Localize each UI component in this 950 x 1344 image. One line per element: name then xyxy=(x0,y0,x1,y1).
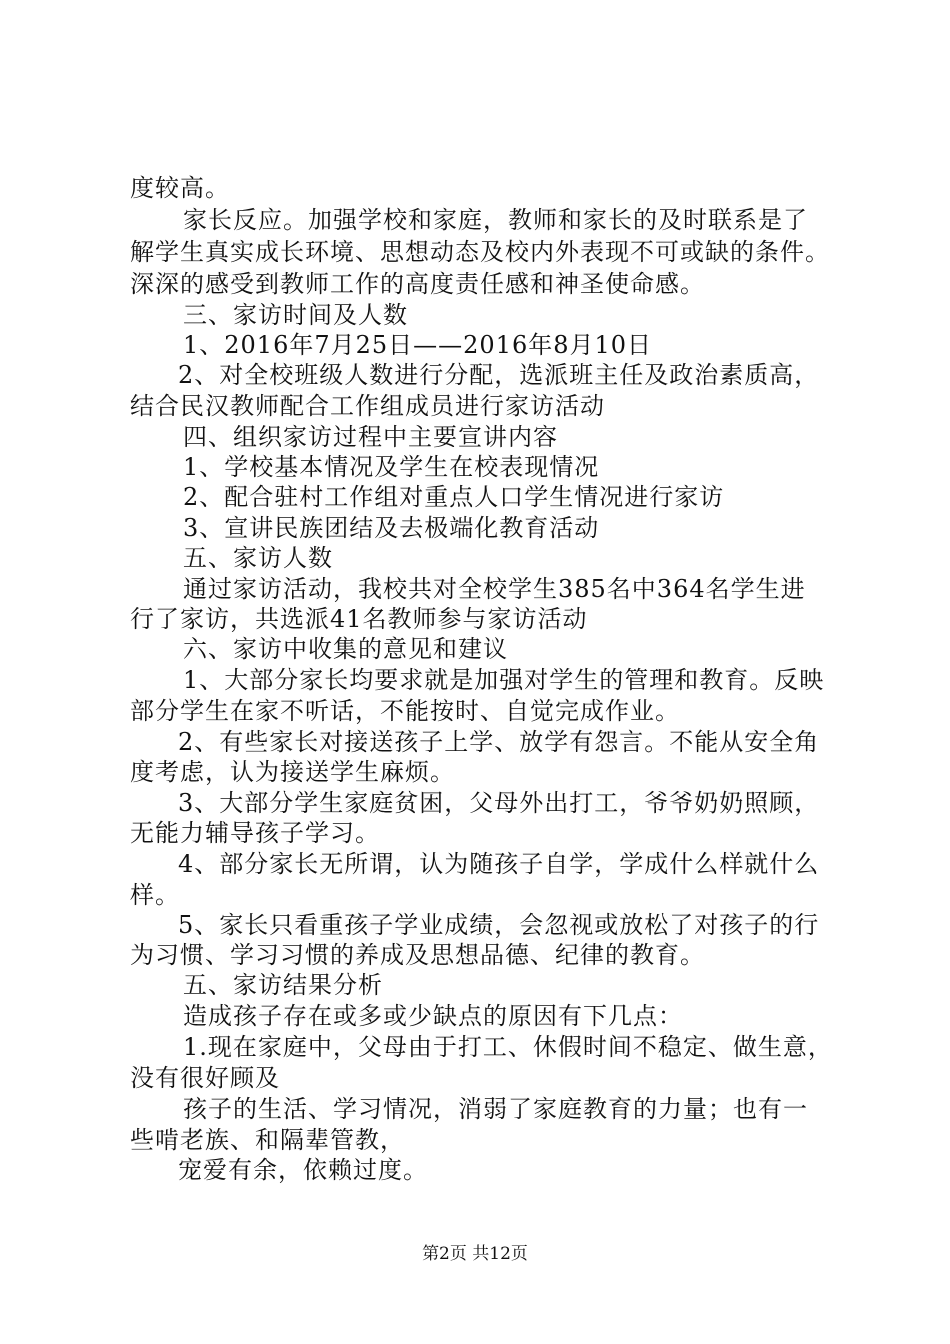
text-line: 没有很好顾及 xyxy=(130,1064,280,1092)
section-heading: 六、家访中收集的意见和建议 xyxy=(183,635,508,663)
text-line: 度考虑，认为接送学生麻烦。 xyxy=(130,758,455,786)
text-line: 2、有些家长对接送孩子上学、放学有怨言。不能从安全角 xyxy=(178,728,820,756)
section-heading: 五、家访结果分析 xyxy=(183,971,383,999)
section-heading: 五、家访人数 xyxy=(183,544,333,572)
text-line: 2、对全校班级人数进行分配，选派班主任及政治素质高， xyxy=(178,361,820,389)
text-line: 通过家访活动，我校共对全校学生385名中364名学生进 xyxy=(183,575,806,603)
text-line: 1、大部分家长均要求就是加强对学生的管理和教育。反映 xyxy=(183,666,825,694)
text-line: 解学生真实成长环境、思想动态及校内外表现不可或缺的条件。 xyxy=(130,238,830,266)
text-line: 样。 xyxy=(130,881,180,909)
text-line: 宠爱有余，依赖过度。 xyxy=(178,1156,428,1184)
text-line: 部分学生在家不听话，不能按时、自觉完成作业。 xyxy=(130,697,680,725)
text-line: 5、家长只看重孩子学业成绩，会忽视或放松了对孩子的行 xyxy=(178,911,820,939)
text-line: 3、宣讲民族团结及去极端化教育活动 xyxy=(183,514,600,542)
text-line: 结合民汉教师配合工作组成员进行家访活动 xyxy=(130,392,605,420)
text-line: 无能力辅导孩子学习。 xyxy=(130,819,380,847)
text-line: 1、2016年7月25日——2016年8月10日 xyxy=(183,331,653,359)
section-heading: 四、组织家访过程中主要宣讲内容 xyxy=(183,423,558,451)
text-line: 些啃老族、和隔辈管教， xyxy=(130,1126,405,1154)
text-line: 行了家访，共选派41名教师参与家访活动 xyxy=(130,605,588,633)
text-line: 孩子的生活、学习情况，消弱了家庭教育的力量；也有一 xyxy=(183,1095,808,1123)
text-line: 1、学校基本情况及学生在校表现情况 xyxy=(183,453,600,481)
text-line: 2、配合驻村工作组对重点人口学生情况进行家访 xyxy=(183,483,725,511)
text-line: 为习惯、学习习惯的养成及思想品德、纪律的教育。 xyxy=(130,941,705,969)
text-line: 度较高。 xyxy=(130,174,230,202)
section-heading: 三、家访时间及人数 xyxy=(183,301,408,329)
text-line: 3、大部分学生家庭贫困，父母外出打工，爷爷奶奶照顾， xyxy=(178,789,820,817)
text-line: 1.现在家庭中，父母由于打工、休假时间不稳定、做生意， xyxy=(183,1033,833,1061)
text-line: 4、部分家长无所谓，认为随孩子自学，学成什么样就什么 xyxy=(178,850,820,878)
text-line: 深深的感受到教师工作的高度责任感和神圣使命感。 xyxy=(130,270,705,298)
text-line: 造成孩子存在或多或少缺点的原因有下几点： xyxy=(183,1002,683,1030)
text-line: 家长反应。加强学校和家庭，教师和家长的及时联系是了 xyxy=(183,206,808,234)
page-number-footer: 第2页 共12页 xyxy=(422,1244,528,1264)
